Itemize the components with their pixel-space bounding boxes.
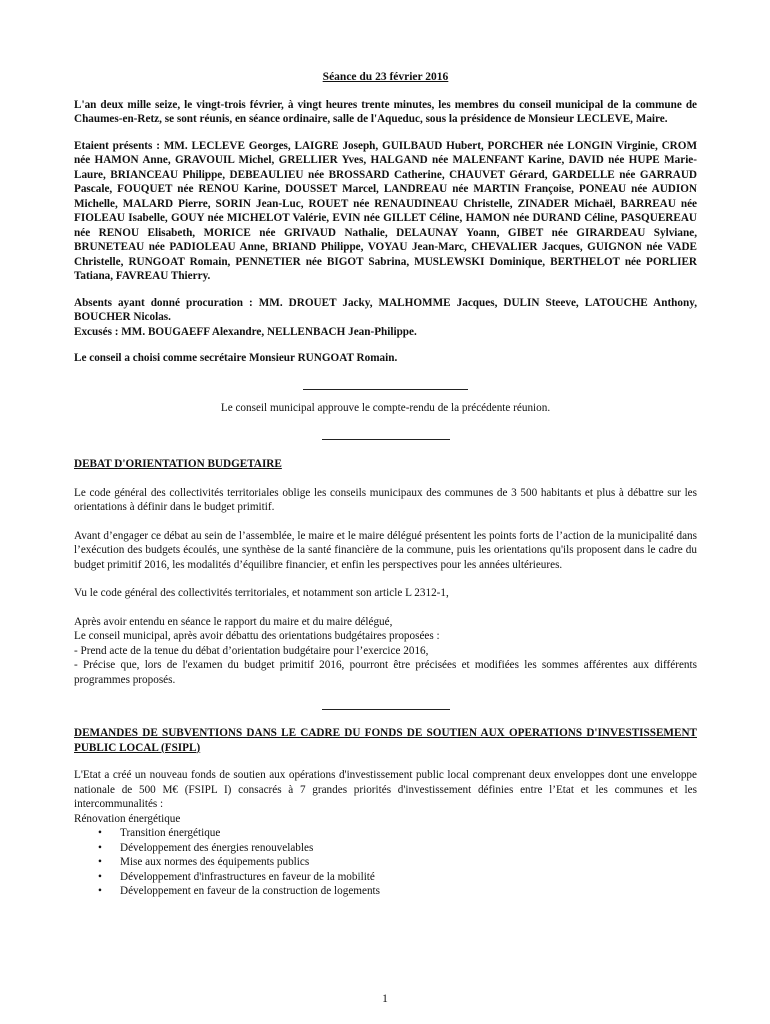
budget-line-4: - Précise que, lors de l'examen du budget primitif 2016, pourront être précisées et modifiées les sommes afférentes aux différents programmes proposés. bbox=[74, 659, 697, 686]
excused-members: Excusés : MM. BOUGAEFF Alexandre, NELLENBACH Jean-Philippe. bbox=[74, 325, 417, 338]
list-item: • Développement en faveur de la construction de logements bbox=[120, 884, 697, 899]
section-heading-fsipl: DEMANDES DE SUBVENTIONS DANS LE CADRE DU FONDS DE SOUTIEN AUX OPERATIONS D'INVESTISSEMENT PUBLIC LOCAL (FSIPL) bbox=[74, 727, 697, 754]
divider-1 bbox=[322, 439, 450, 440]
budget-paragraph-1: Le code général des collectivités territoriales oblige les conseils municipaux des communes de 3 500 habitants et plus à débattre sur les orientations à définir dans le budget primitif. bbox=[74, 486, 697, 513]
budget-line-3: - Prend acte de la tenue du débat d’orientation budgétaire pour l’exercice 2016, bbox=[74, 644, 429, 657]
budget-line-1: Après avoir entendu en séance le rapport du maire et du maire délégué, bbox=[74, 615, 393, 628]
divider-2 bbox=[322, 709, 450, 710]
page-number: 1 bbox=[382, 993, 388, 1005]
priority-list bbox=[74, 826, 697, 899]
fsipl-paragraph: L'Etat a créé un nouveau fonds de soutien aux opérations d'investissement public local comprenant deux enveloppes dont une enveloppe nationale de 500 M€ (FSIPL I) consacrés à 7 grandes priorités d'investissement définies entre l’Etat et les communes et les intercommunalités : bbox=[74, 769, 697, 810]
absent-members: Absents ayant donné procuration : MM. DROUET Jacky, MALHOMME Jacques, DULIN Steeve, LATOUCHE Anthony, BOUCHER Nicolas. bbox=[74, 296, 697, 323]
session-title: Séance du 23 février 2016 bbox=[322, 71, 449, 83]
list-item: • Mise aux normes des équipements publics bbox=[120, 855, 697, 870]
intro-paragraph: L'an deux mille seize, le vingt-trois février, à vingt heures trente minutes, les membres du conseil municipal de la commune de Chaumes-en-Retz, se sont réunis, en séance ordinaire, salle de l'Aqueduc, sous la présidence de Monsieur LECLEVE, Maire. bbox=[74, 98, 697, 125]
secretary-line: Le conseil a choisi comme secrétaire Monsieur RUNGOAT Romain. bbox=[74, 352, 398, 364]
approval-line: Le conseil municipal approuve le compte-rendu de la précédente réunion. bbox=[220, 401, 551, 414]
divider-thick bbox=[303, 389, 468, 390]
list-item: • Développement d'infrastructures en faveur de la mobilité bbox=[120, 870, 697, 885]
budget-line-2: Le conseil municipal, après avoir débattu des orientations budgétaires proposées : bbox=[74, 630, 440, 642]
section-heading-budget: DEBAT D'ORIENTATION BUDGETAIRE bbox=[74, 458, 282, 470]
budget-paragraph-3: Vu le code général des collectivités territoriales, et notamment son article L 2312-1, bbox=[74, 587, 449, 599]
list-item: • Développement des énergies renouvelables bbox=[120, 841, 697, 856]
fsipl-subtitle: Rénovation énergétique bbox=[74, 812, 181, 825]
present-members: Etaient présents : MM. LECLEVE Georges, LAIGRE Joseph, GUILBAUD Hubert, PORCHER née LONGIN Virginie, CROM née HAMON Anne, GRAVOUIL Michel, GRELLIER Yves, HALGAND née MALENFANT Karine, DAVID née HUPE Marie-Laure, BRIANCEAU Philippe, DEBEAULIEU née BROSSARD Catherine, CHAUVET Gérard, GARDELLE née GARRAUD Pascale, FOUQUET née RENOU Karine, DOUSSET Marcel, LANDREAU née MARTIN Françoise, PONEAU née AUDION Michelle, MALARD Pierre, SORIN Jean-Luc, ROUET née RENAUDINEAU Christelle, ZINADER Michaël, BARREAU née FIOLEAU Isabelle, GOUY née MICHELOT Valérie, EVIN née GILLET Céline, HAMON née DURAND Céline, PASQUEREAU née RENOU Elisabeth, MORICE née GRIVAUD Nathalie, DELAUNAY Yoann, GIBET née GIRARDEAU Sylviane, BRUNETEAU née PADIOLEAU Anne, BRIAND Philippe, VOYAU Jean-Marc, CHEVALIER Jacques, GUIGNON née VADE Christelle, RUNGOAT Romain, PENNETIER née BIGOT Sabrina, MUSLEWSKI Dominique, BERTHELOT née PORLIER Tatiana, FAVREAU Thierry. bbox=[74, 139, 697, 282]
budget-paragraph-2: Avant d’engager ce débat au sein de l’assemblée, le maire et le maire délégué présentent les points forts de l’action de la municipalité dans l’exécution des budgets écoulés, une synthèse de la santé financière de la commune, puis les orientations qu'ils proposent dans le cadre du budget primitif 2016, les modalités d’équilibre financier, et enfin les perspectives pour les années ultérieures. bbox=[74, 529, 697, 571]
list-item: • Transition énergétique bbox=[120, 826, 697, 841]
